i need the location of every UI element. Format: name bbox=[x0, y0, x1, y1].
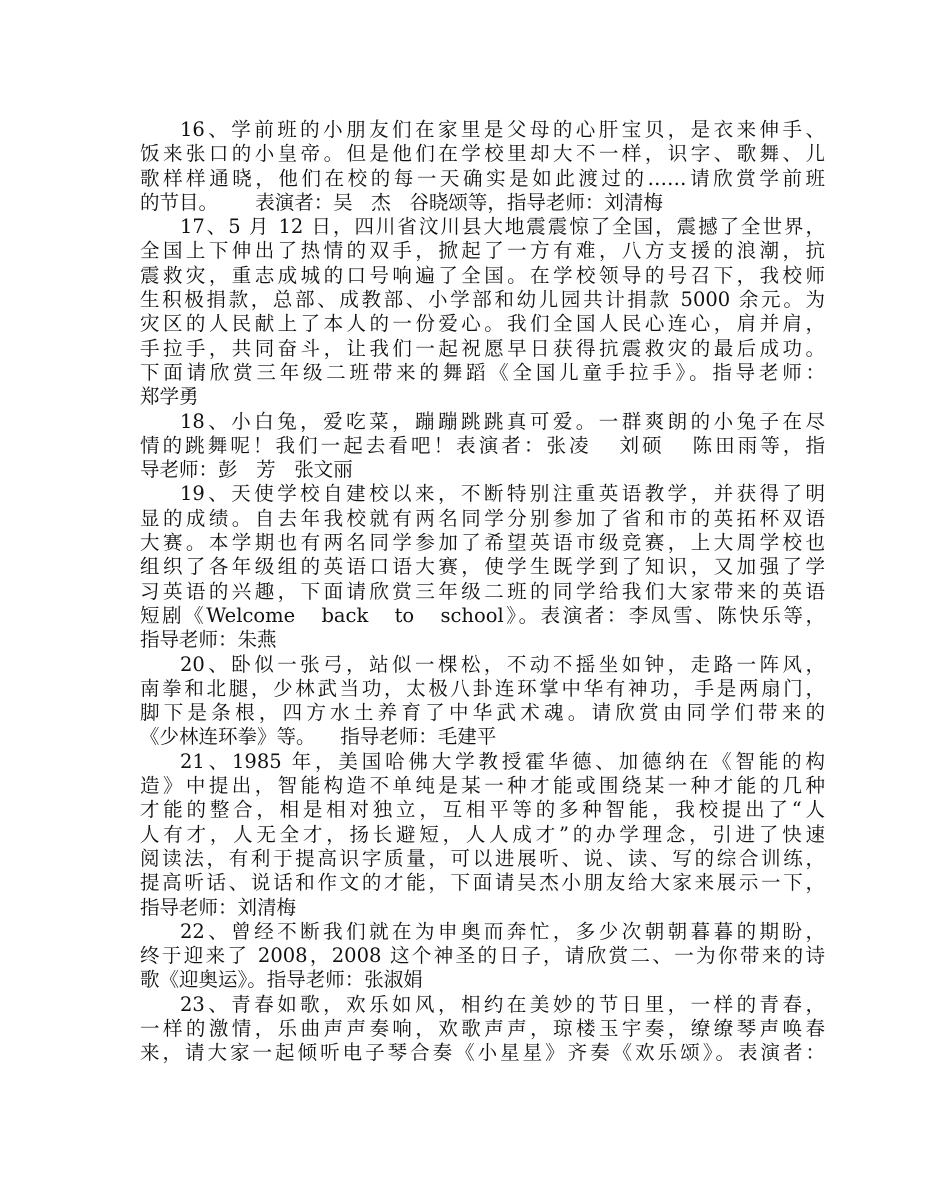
paragraph-start-line: 22、曾经不断我们就在为申奥而奔忙，多少次朝朝暮暮的期盼， bbox=[180, 919, 825, 943]
text-line: 指导老师：刘清梅 bbox=[140, 895, 297, 919]
text-line: 才能的整合，相是相对独立，互相平等的多种智能，我校提出了“人 bbox=[140, 798, 825, 822]
text-line: 生积极捐款，总部、成教部、小学部和幼儿园共计捐款 5000 余元。为 bbox=[140, 288, 825, 312]
text-line: 一样的激情，乐曲声声奏响，欢歌声声，琼楼玉宇奏，缭缭琴声唤春 bbox=[140, 1016, 825, 1040]
text-line: 震救灾，重志成城的口号响遍了全国。在学校领导的号召下，我校师 bbox=[140, 263, 825, 287]
text-line: 导老师：彭 芳 张文丽 bbox=[140, 458, 353, 482]
text-line: 饭来张口的小皇帝。但是他们在学校里却大不一样，识字、歌舞、儿 bbox=[140, 142, 825, 166]
text-line: 《少林连环拳》等。 指导老师：毛建平 bbox=[140, 725, 497, 749]
text-line: 南拳和北腿，少林武当功，太极八卦连环掌中华有神功，手是两扇门， bbox=[140, 676, 825, 700]
paragraph-start-line: 19、天使学校自建校以来，不断特别注重英语教学，并获得了明 bbox=[180, 482, 825, 506]
text-line: 情的跳舞呢！我们一起去看吧！表演者：张凌 刘硕 陈田雨等，指 bbox=[140, 433, 825, 457]
text-line: 终于迎来了 2008，2008 这个神圣的日子，请欣赏二、一为你带来的诗 bbox=[140, 944, 825, 968]
paragraph-start-line: 18、小白兔，爱吃菜，蹦蹦跳跳真可爱。一群爽朗的小兔子在尽 bbox=[180, 409, 825, 433]
text-line: 全国上下伸出了热情的双手，掀起了一方有难，八方支援的浪潮，抗 bbox=[140, 239, 825, 263]
paragraph-start-line: 23、青春如歌，欢乐如风，相约在美妙的节日里，一样的青春， bbox=[180, 992, 825, 1016]
text-line: 短剧《Welcome back to school》。表演者：李凤雪、陈快乐等， bbox=[140, 603, 825, 627]
text-line: 大赛。本学期也有两名同学参加了希望英语市级竞赛，上大周学校也 bbox=[140, 531, 825, 555]
text-line: 指导老师：朱燕 bbox=[140, 628, 277, 652]
text-line: 阅读法，有利于提高识字质量，可以进展听、说、读、写的综合训练， bbox=[140, 846, 825, 870]
text-line: 显的成绩。自去年我校就有两名同学分别参加了省和市的英拓杯双语 bbox=[140, 506, 825, 530]
paragraph-start-line: 20、卧似一张弓，站似一棵松，不动不摇坐如钟，走路一阵风， bbox=[180, 652, 825, 676]
text-line: 歌样样通晓，他们在校的每一天确实是如此渡过的……请欣赏学前班 bbox=[140, 166, 825, 190]
paragraph-start-line: 16、学前班的小朋友们在家里是父母的心肝宝贝，是衣来伸手、 bbox=[180, 118, 825, 141]
text-line: 手拉手，共同奋斗，让我们一起祝愿早日获得抗震救灾的最后成功。 bbox=[140, 336, 825, 360]
text-line: 下面请欣赏三年级二班带来的舞蹈《全国儿童手拉手》。指导老师： bbox=[140, 360, 825, 384]
text-line: 郑学勇 bbox=[140, 385, 199, 409]
text-line: 灾区的人民献上了本人的一份爱心。我们全国人民心连心，肩并肩， bbox=[140, 312, 825, 336]
paragraph-start-line: 17、5 月 12 日，四川省汶川县大地震震惊了全国，震撼了全世界， bbox=[180, 215, 825, 239]
text-line: 来，请大家一起倾听电子琴合奏《小星星》齐奏《欢乐颂》。表演者： bbox=[140, 1041, 825, 1065]
text-line: 歌《迎奥运》。指导老师：张淑娟 bbox=[140, 968, 423, 992]
text-line: 脚下是条根，四方水土养育了中华武术魂。请欣赏由同学们带来的 bbox=[140, 701, 825, 725]
paragraph-start-line: 21、1985 年，美国哈佛大学教授霍华德、加德纳在《智能的构 bbox=[180, 749, 825, 773]
document-body bbox=[140, 118, 825, 1066]
text-line: 组织了各年级组的英语口语大赛，使学生既学到了知识，又加强了学 bbox=[140, 555, 825, 579]
text-line: 的节目。 表演者：吴 杰 谷晓颂等，指导老师：刘清梅 bbox=[140, 190, 663, 214]
text-line: 习英语的兴趣，下面请欣赏三年级二班的同学给我们大家带来的英语 bbox=[140, 579, 825, 603]
text-line: 人有才，人无全才，扬长避短，人人成才”的办学理念，引进了快速 bbox=[140, 822, 825, 846]
text-line: 提高听话、说话和作文的才能，下面请吴杰小朋友给大家来展示一下， bbox=[140, 871, 825, 895]
text-line: 造》中提出，智能构造不单纯是某一种才能或围绕某一种才能的几种 bbox=[140, 774, 825, 798]
